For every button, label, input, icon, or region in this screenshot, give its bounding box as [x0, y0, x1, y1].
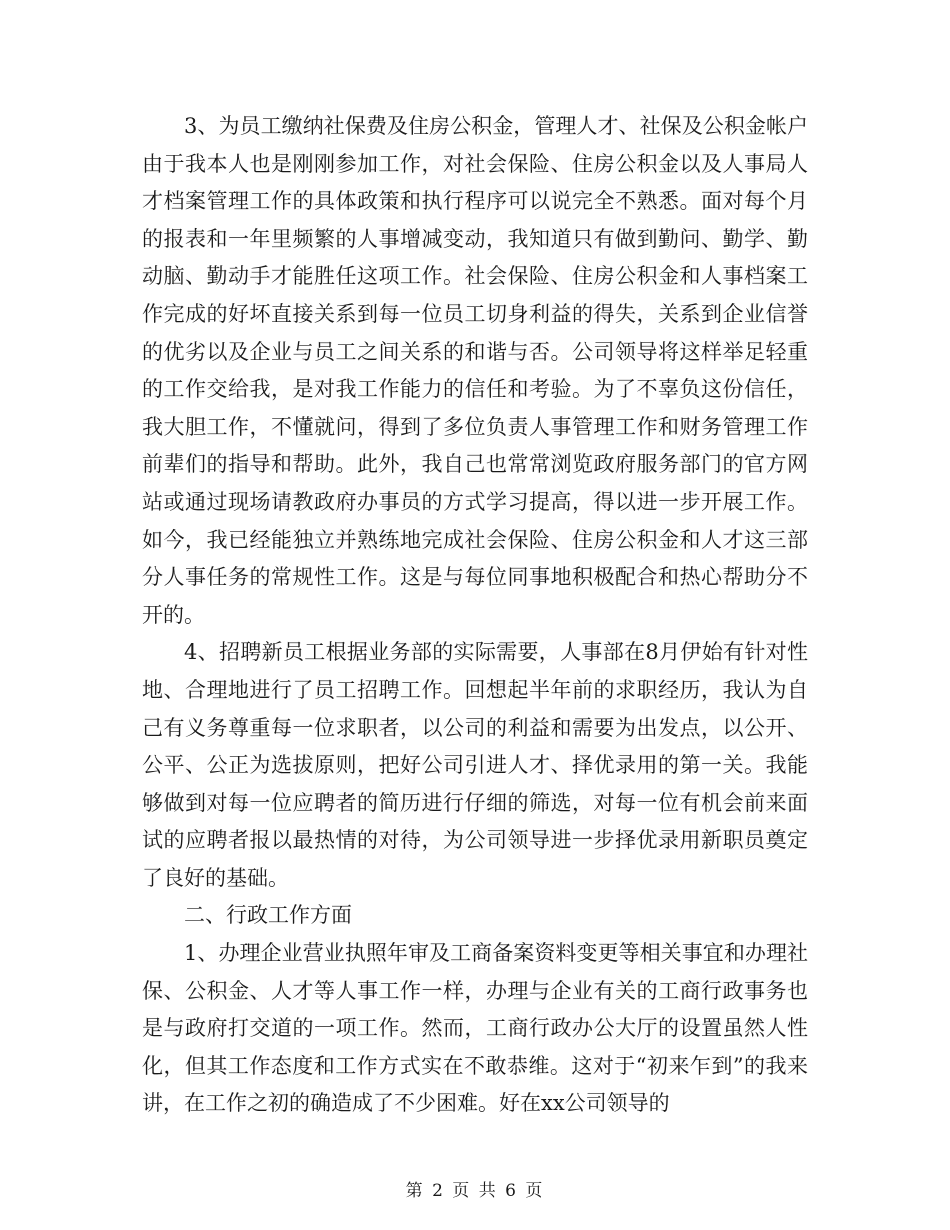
section-heading-administration: 二、行政工作方面 [184, 903, 352, 928]
page-number-footer: 第 2 页 共 6 页 [405, 1181, 545, 1201]
paragraph-business-license: 1、办理企业营业执照年审及工商备案资料变更等相关事宜和办理社保、公积金、人才等人事工作一样，办理与企业有关的工商行政事务也是与政府打交道的一项工作。然而，工商行政办公大厅的设置虽然人性化，但其工作态度和工作方式实在不敢恭维。这对于“初来乍到”的我来讲，在工作之初的确造成了不少困难。好在xx公司领导的 [142, 941, 808, 1116]
paragraph-social-insurance: 3、为员工缴纳社保费及住房公积金，管理人才、社保及公积金帐户由于我本人也是刚刚参加工作，对社会保险、住房公积金以及人事局人才档案管理工作的具体政策和执行程序可以说完全不熟悉。面对每个月的报表和一年里频繁的人事增减变动，我知道只有做到勤问、勤学、勤动脑、勤动手才能胜任这项工作。社会保险、住房公积金和人事档案工作完成的好坏直接关系到每一位员工切身利益的得失，关系到企业信誉的优劣以及企业与员工之间关系的和谐与否。公司领导将这样举足轻重的工作交给我，是对我工作能力的信任和考验。为了不辜负这份信任，我大胆工作，不懂就问，得到了多位负责人事管理工作和财务管理工作前辈们的指导和帮助。此外，我自己也常常浏览政府服务部门的官方网站或通过现场请教政府办事员的方式学习提高，得以进一步开展工作。如今，我已经能独立并熟练地完成社会保险、住房公积金和人才这三部分人事任务的常规性工作。这是与每位同事地积极配合和热心帮助分不开的。 [142, 114, 808, 627]
paragraph-recruitment: 4、招聘新员工根据业务部的实际需要，人事部在8月伊始有针对性地、合理地进行了员工招聘工作。回想起半年前的求职经历，我认为自己有义务尊重每一位求职者，以公司的利益和需要为出发点，以公开、公平、公正为选拔原则，把好公司引进人才、择优录用的第一关。我能够做到对每一位应聘者的简历进行仔细的筛选，对每一位有机会前来面试的应聘者报以最热情的对待，为公司领导进一步择优录用新职员奠定了良好的基础。 [142, 640, 808, 890]
document-body [142, 108, 808, 1123]
